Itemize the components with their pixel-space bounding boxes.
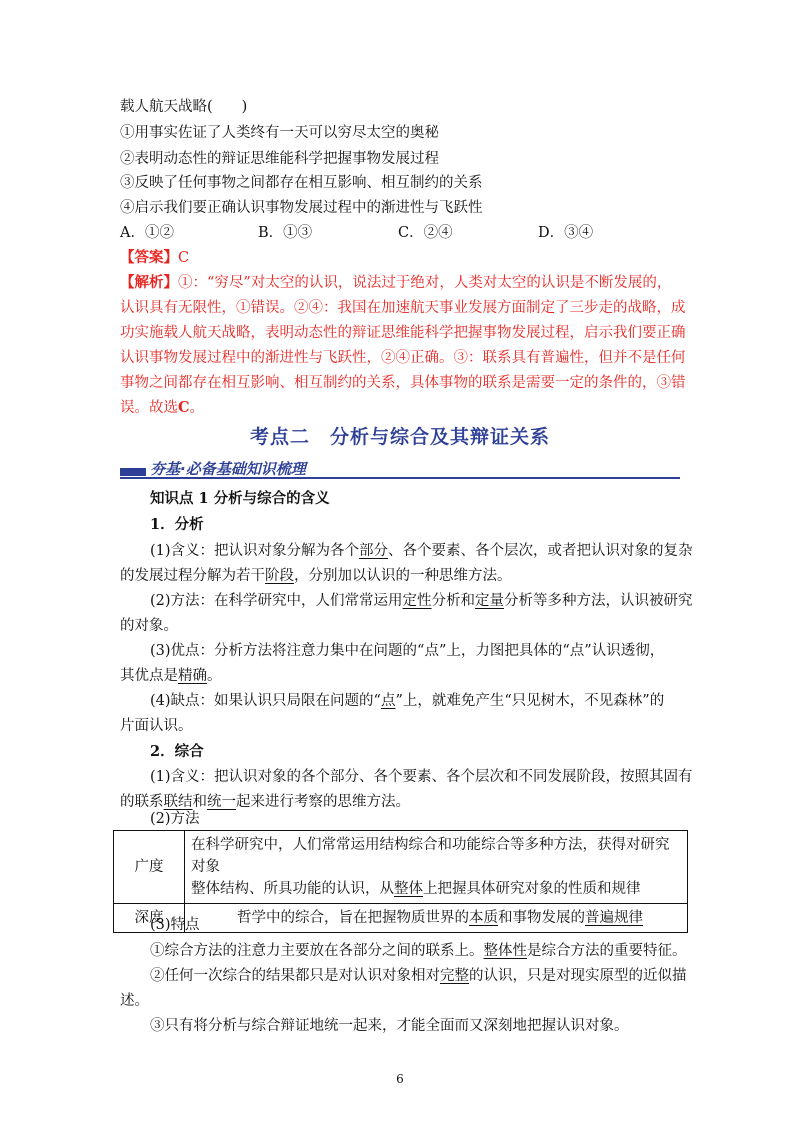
synthesis-method-heading: (2)方法 [150,811,200,827]
analysis-line-3: 功实施载人航天战略，表明动态性的辩证思维能科学把握事物发展过程，启示我们要正确 [120,325,686,341]
answer-line [120,247,189,269]
analysis-def-line-2: 的发展过程分解为若干阶段，分别加以认识的一种思维方法。 [120,568,512,584]
analysis-disadvantage-line-2: 片面认识。 [120,718,193,734]
banner-bar-decoration [120,468,146,476]
analysis-advantage-line-2: 其优点是精确。 [120,668,222,684]
question-stem: 载人航天战略( ) [120,99,248,115]
question-item-3: ③反映了任何事物之间都存在相互影响、相互制约的关系 [120,175,483,191]
option-c: C．②④ [398,225,453,241]
question-item-2: ②表明动态性的辩证思维能科学把握事物发展过程 [120,151,439,167]
table-cell-breadth-head: 广度 [114,831,185,904]
synthesis-def-line-1: (1)含义：把认识对象的各个部分、各个要素、各个层次和不同发展阶段，按照其固有 [150,769,693,785]
analysis-method-line-2: 的对象。 [120,618,178,634]
analysis-line-5: 事物之间都存在相互影响、相互制约的关系，具体事物的联系是需要一定的条件的，③错 [120,375,686,391]
question-item-1: ①用事实佐证了人类终有一天可以穷尽太空的奥秘 [120,125,439,141]
option-d: D．③④ [538,225,594,241]
table-row [114,831,688,904]
analysis-heading: 1．分析 [150,516,204,533]
synthesis-def-line-2: 的联系联结和统一起来进行考察的思维方法。 [120,794,410,810]
analysis-line-6: 误。故选C。 [120,399,205,416]
synthesis-heading: 2．综合 [150,743,204,760]
section-banner [120,458,340,480]
analysis-label: 【解析】 [120,274,178,291]
knowledge-point-title: 知识点 1 分析与综合的含义 [150,490,330,507]
analysis-method-line-1: (2)方法：在科学研究中，人们常常运用定性分析和定量分析等多种方法，认识被研究 [150,593,693,609]
table-cell-depth-head: 深度 [114,904,185,933]
analysis-advantage-line-1: (3)优点：分析方法将注意力集中在问题的“点”上，力图把具体的“点”认识透彻， [150,643,665,659]
synthesis-feature-2-line-2: 述。 [120,993,149,1009]
table-cell-depth: 哲学中的综合，旨在把握物质世界的本质和事物发展的普遍规律 [185,904,688,933]
option-b: B．①③ [258,225,313,241]
page-number: 6 [396,1072,404,1086]
analysis-disadvantage-line-1: (4)缺点：如果认识只局限在问题的“点”上，就难免产生“只见树木，不见森林”的 [150,693,665,709]
answer-label: 【答案】 [120,249,178,266]
question-item-4: ④启示我们要正确认识事物发展过程中的渐进性与飞跃性 [120,200,483,216]
analysis-line-1: 【解析】①：“穷尽”对太空的认识，说法过于绝对，人类对太空的认识是不断发展的， [120,274,672,291]
option-a: A．①② [120,225,174,241]
synthesis-feature-heading: (3)特点 [150,917,200,933]
synthesis-feature-1: ①综合方法的注意力主要放在各部分之间的联系上。整体性是综合方法的重要特征。 [150,943,687,959]
analysis-line-2: 认识具有无限性，①错误。②④：我国在加速航天事业发展方面制定了三步走的战略，成 [120,300,686,316]
synthesis-feature-3: ③只有将分析与综合辩证地统一起来，才能全面而又深刻地把握认识对象。 [150,1018,629,1034]
banner-text: 夯基·必备基础知识梳理 [150,460,306,478]
table-cell-breadth: 在科学研究中，人们常常运用结构综合和功能综合等多种方法，获得对研究对象 整体结构、所具功能的认识，从整体上把握具体研究对象的性质和规律 [185,831,688,904]
analysis-line-4: 认识事物发展过程中的渐进性与飞跃性，②④正确。③：联系具有普遍性，但并不是任何 [120,350,686,366]
section-title: 考点二 分析与综合及其辩证关系 [249,426,550,448]
analysis-def-line-1: (1)含义：把认识对象分解为各个部分、各个要素、各个层次，或者把认识对象的复杂 [150,543,693,559]
answer-value: C [178,250,190,266]
synthesis-feature-2-line-1: ②任何一次综合的结果都只是对认识对象相对完整的认识，只是对现实原型的近似描 [150,968,687,984]
